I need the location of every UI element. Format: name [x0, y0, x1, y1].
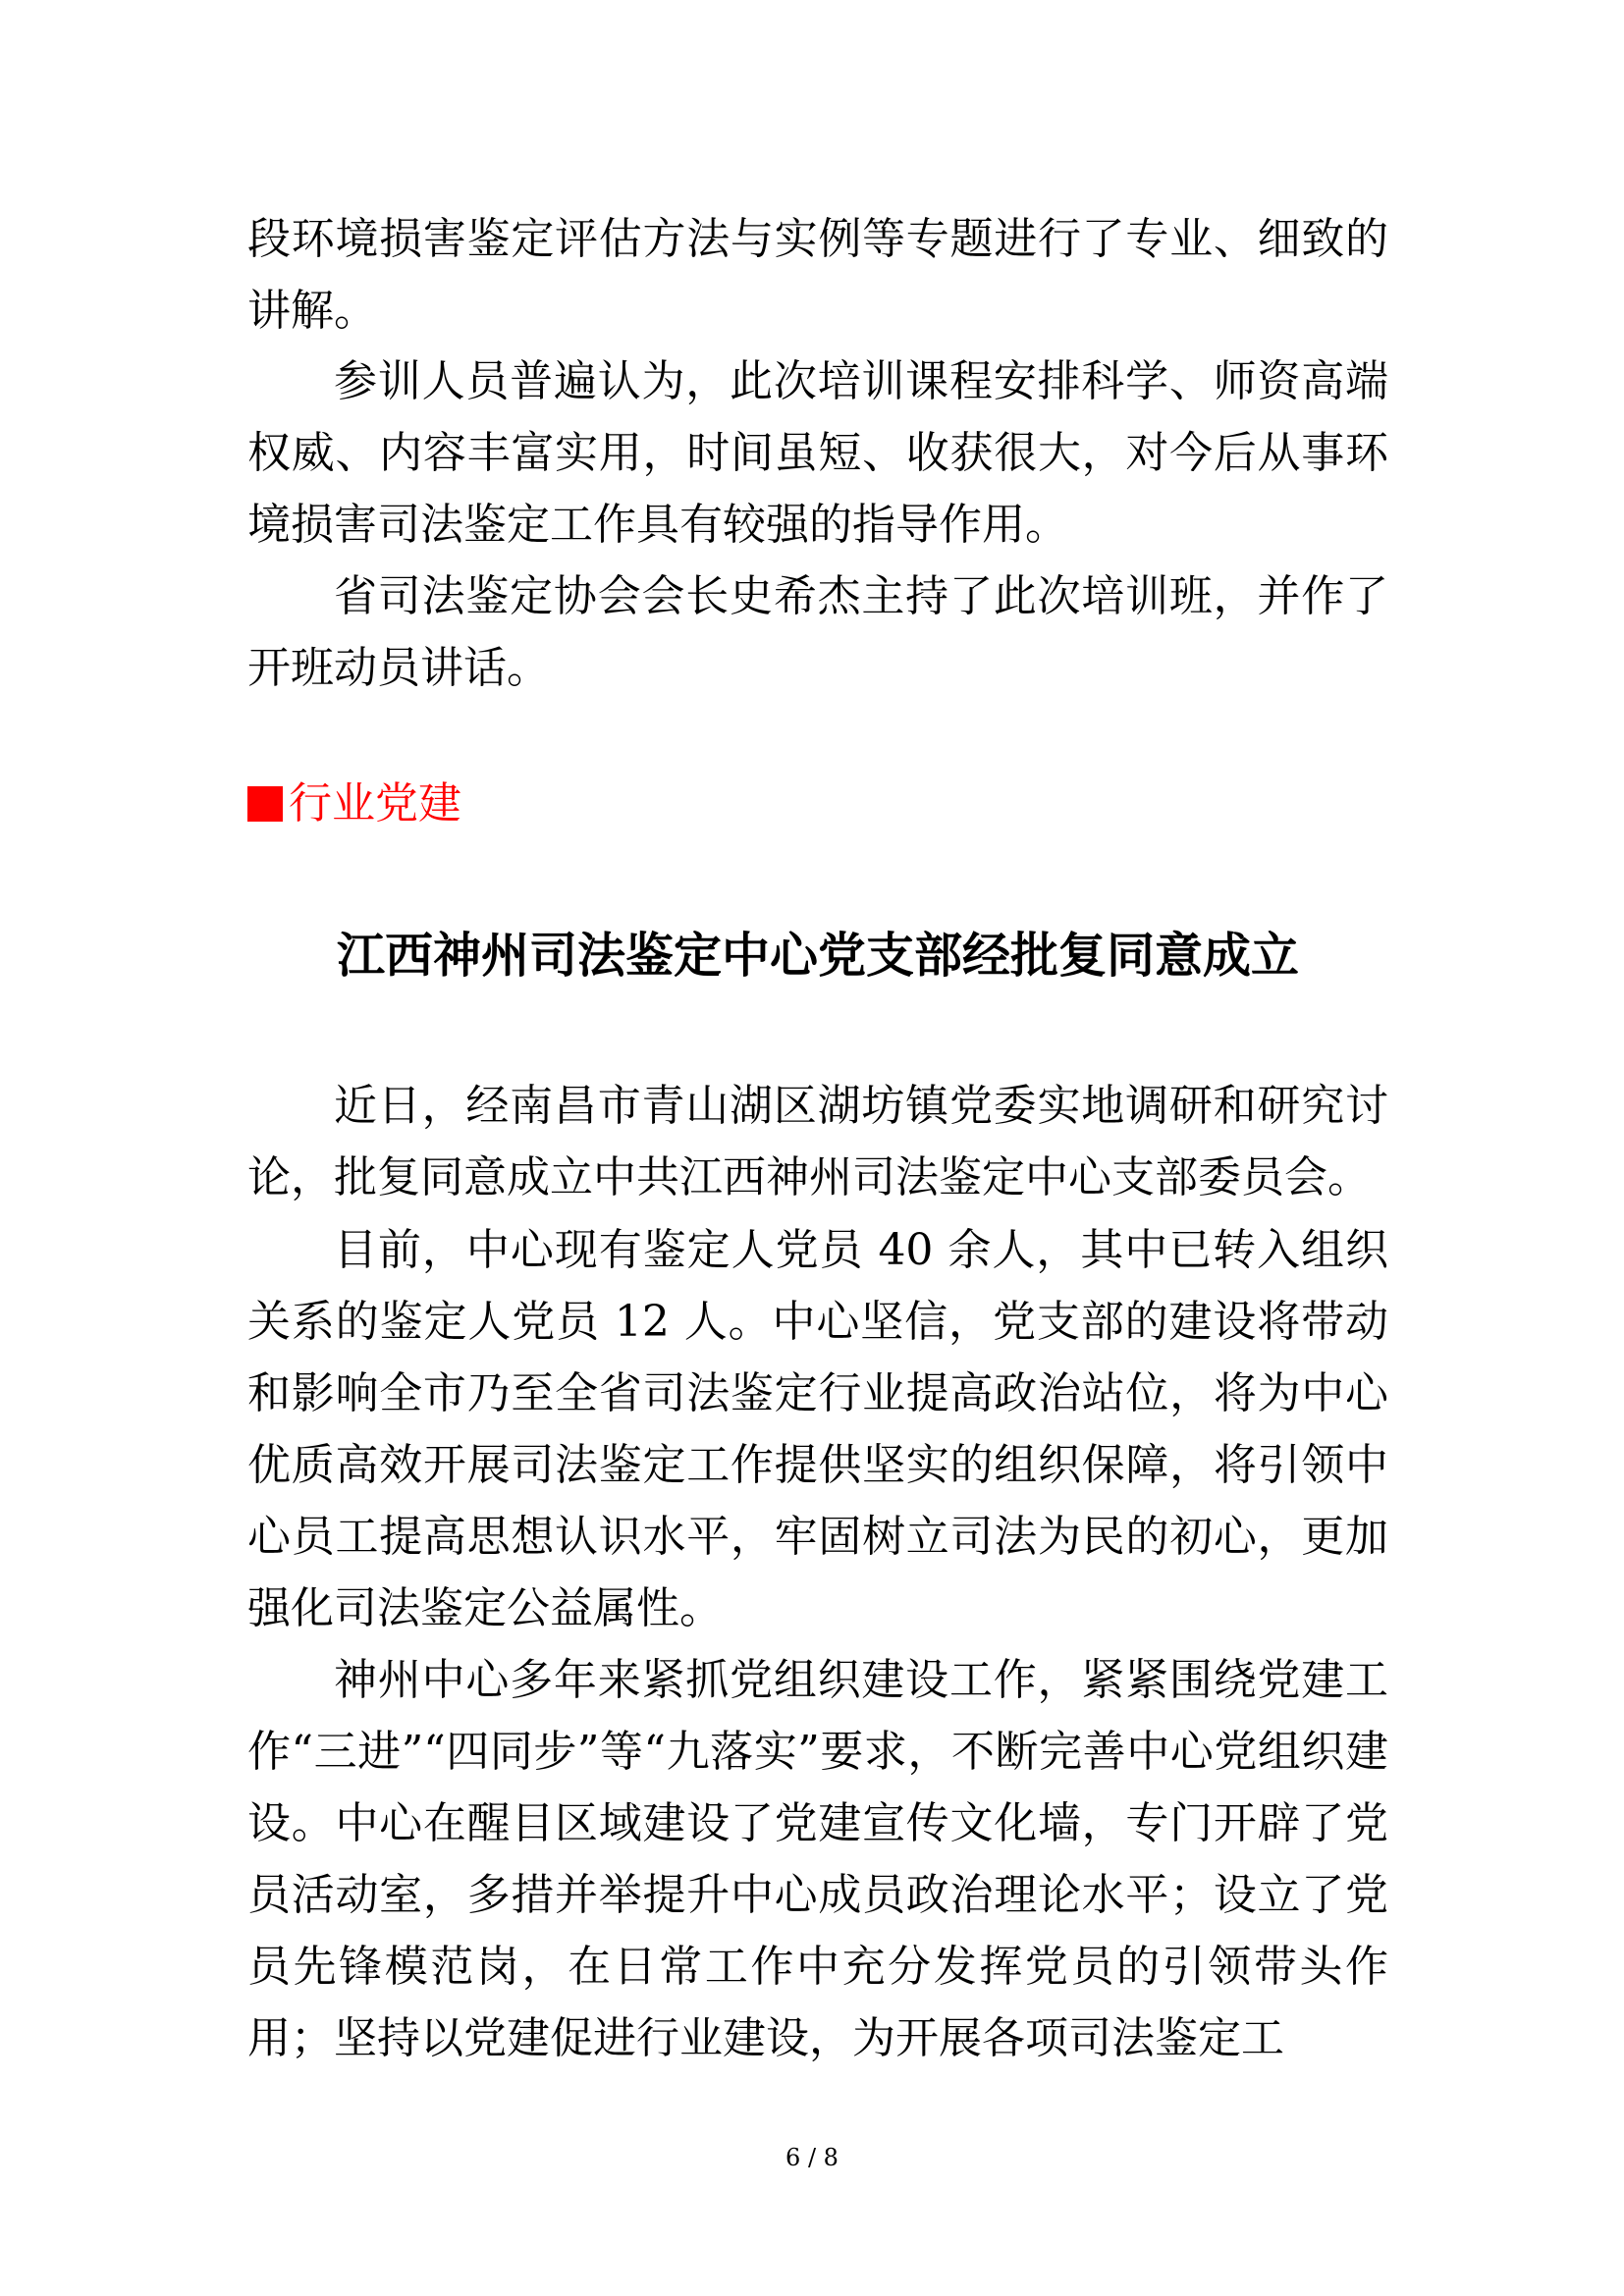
paragraph-approval: 近日，经南昌市青山湖区湖坊镇党委实地调研和研究讨论，批复同意成立中共江西神州司法鉴定中心支部委员会。 [247, 1081, 1388, 1202]
red-square-icon [247, 786, 283, 822]
paragraph-host: 省司法鉴定协会会长史希杰主持了此次培训班，并作了开班动员讲话。 [247, 571, 1388, 693]
paragraph-current-members: 目前，中心现有鉴定人党员 40 余人，其中已转入组织关系的鉴定人党员 12 人。中心坚信，党支部的建设将带动和影响全市乃至全省司法鉴定行业提高政治站位，将为中心优质高效开展司法鉴定工作提供坚实的组织保障，将引领中心员工提高思想认识水平，牢固树立司法为民的初心，更加强化司法鉴定公益属性。 [247, 1225, 1388, 1633]
paragraph-continuation: 段环境损害鉴定评估方法与实例等专题进行了专业、细致的讲解。 [247, 214, 1388, 336]
section-heading [247, 772, 461, 836]
section-heading-label: 行业党建 [289, 778, 461, 828]
paragraph-participant-opinion: 参训人员普遍认为，此次培训课程安排科学、师资高端权威、内容丰富实用，时间虽短、收获很大，对今后从事环境损害司法鉴定工作具有较强的指导作用。 [247, 356, 1388, 550]
paragraph-party-building: 神州中心多年来紧抓党组织建设工作，紧紧围绕党建工作“三进”“四同步”等“九落实”要求，不断完善中心党组织建设。中心在醒目区域建设了党建宣传文化墙，专门开辟了党员活动室，多措并举提升中心成员政治理论水平；设立了党员先锋模范岗，在日常工作中充分发挥党员的引领带头作用；坚持以党建促进行业建设，为开展各项司法鉴定工 [247, 1655, 1388, 2063]
article-title: 江西神州司法鉴定中心党支部经批复同意成立 [336, 928, 1299, 984]
page-number: 6 / 8 [785, 2144, 839, 2171]
